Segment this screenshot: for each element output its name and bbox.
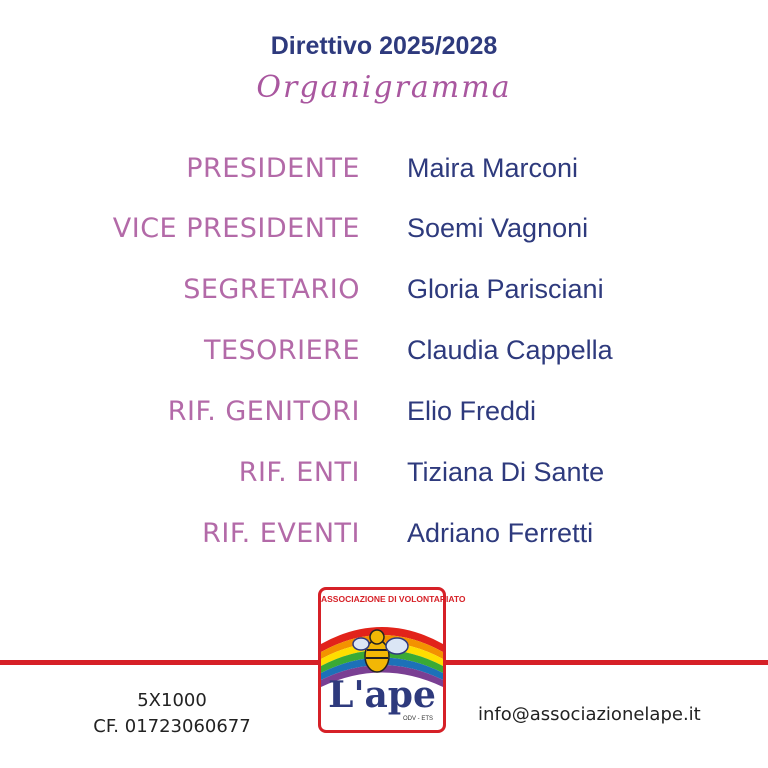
member-name: Elio Freddi (407, 396, 537, 426)
org-row (0, 518, 768, 558)
logo-name: L'ape (328, 674, 436, 716)
member-name: Soemi Vagnoni (407, 213, 589, 243)
role-label: RIF. GENITORI (167, 396, 360, 427)
association-logo (318, 587, 466, 733)
five-x-thousand-label: 5X1000 (137, 690, 207, 711)
logo-subtext: ODV - ETS (402, 716, 433, 722)
tax-info (72, 688, 272, 740)
member-name: Claudia Cappella (407, 335, 613, 365)
role-label: PRESIDENTE (186, 153, 360, 184)
org-row (0, 396, 768, 436)
member-name: Adriano Ferretti (407, 518, 594, 548)
org-row (0, 457, 768, 497)
member-name: Gloria Parisciani (407, 274, 604, 304)
role-label: SEGRETARIO (183, 274, 360, 305)
contact-email[interactable]: info@associazionelape.it (478, 704, 701, 725)
role-label: VICE PRESIDENTE (112, 213, 360, 244)
org-row (0, 213, 768, 253)
fiscal-code: CF. 01723060677 (93, 716, 251, 737)
logo-top-text: ASSOCIAZIONE DI VOLONTARIATO (321, 594, 466, 604)
page-title: Direttivo 2025/2028 (270, 32, 498, 60)
member-name: Maira Marconi (407, 153, 579, 183)
org-row (0, 335, 768, 375)
org-row (0, 153, 768, 193)
role-label: RIF. ENTI (238, 457, 360, 488)
org-row (0, 274, 768, 314)
role-label: RIF. EVENTI (202, 518, 360, 549)
member-name: Tiziana Di Sante (407, 457, 605, 487)
role-label: TESORIERE (203, 335, 360, 366)
page-subtitle: Organigramma (256, 70, 512, 105)
